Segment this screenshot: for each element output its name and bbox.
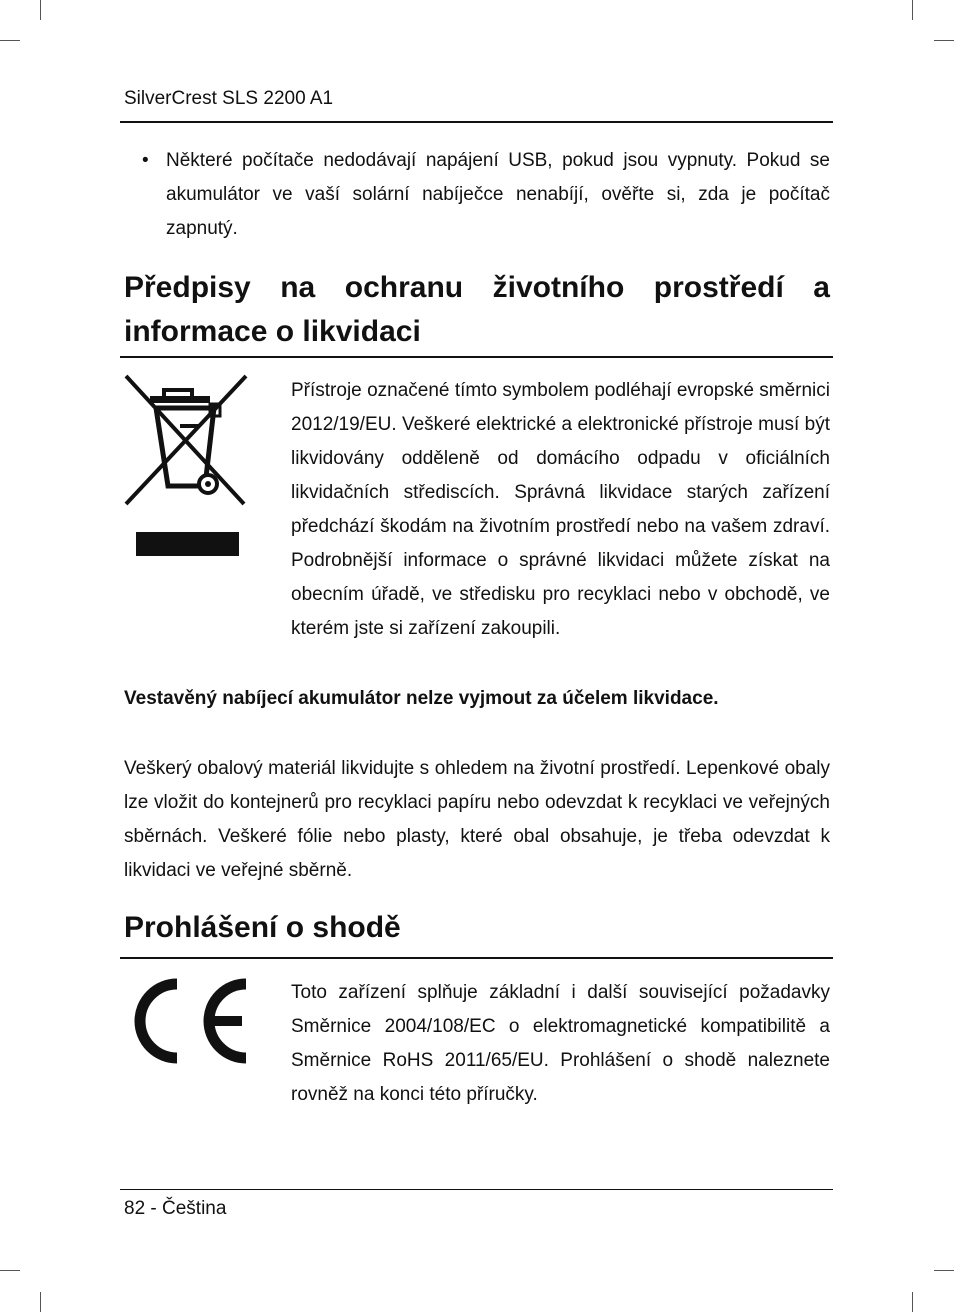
crop-mark: [934, 40, 954, 41]
running-header: SilverCrest SLS 2200 A1: [124, 88, 334, 109]
battery-note: Vestavěný nabíjecí akumulátor nelze vyjmout za účelem likvidace.: [124, 688, 719, 709]
crop-mark: [912, 0, 913, 20]
packaging-paragraph: Veškerý obalový materiál likvidujte s ohledem na životní prostředí. Lepenkové obaly lze vložit do kontejnerů pro recyklaci papíru nebo odevzdat k recyklaci ve veřejných sběrnách. Veškeré fólie nebo plasty, které obal obsahuje, je třeba odevzdat k likvidaci ve veřejné sběrně.: [124, 758, 830, 881]
page-number: 82 - Čeština: [124, 1198, 227, 1219]
section-rule: [120, 957, 833, 959]
footer-rule: [120, 1189, 833, 1190]
crossed-out-wheelie-bin-icon: [120, 372, 252, 562]
crop-mark: [40, 0, 41, 20]
crop-mark: [0, 40, 20, 41]
section-heading-environment: Předpisy na ochranu životního prostředí a informace o likvidaci: [124, 271, 830, 348]
crop-mark: [40, 1292, 41, 1312]
declaration-paragraph: Toto zařízení splňuje základní i další související požadavky Směrnice 2004/108/EC o elektromagnetické kompatibilitě a Směrnice RoHS 2011/65/EU. Prohlášení o shodě naleznete rovněž na konci této příručky.: [291, 982, 830, 1105]
bullet-text: Některé počítače nedodávají napájení USB, pokud jsou vypnuty. Pokud se akumulátor ve vaší solární nabíječce nenabíjí, ověřte si, zda je počítač zapnutý.: [166, 150, 830, 239]
section-rule: [120, 356, 833, 358]
header-rule: [120, 121, 833, 123]
bullet-symbol: •: [142, 150, 149, 171]
crop-mark: [934, 1270, 954, 1271]
weee-paragraph: Přístroje označené tímto symbolem podléhají evropské směrnici 2012/19/EU. Veškeré elektrické a elektronické přístroje musí být likvidovány odděleně od domácího odpadu v oficiálních likvidačních střediscích. Správná likvidace starých zařízení předchází škodám na životním prostředí nebo na vašem zdraví. Podrobnější informace o správné likvidaci můžete získat na obecním úřadě, ve středisku pro recyklaci nebo v obchodě, ve kterém jste si zařízení zakoupili.: [291, 380, 830, 639]
crop-mark: [912, 1292, 913, 1312]
section-heading-declaration: Prohlášení o shodě: [124, 911, 401, 944]
crop-mark: [0, 1270, 20, 1271]
list-item: [142, 144, 830, 246]
ce-mark-icon: [122, 974, 252, 1068]
